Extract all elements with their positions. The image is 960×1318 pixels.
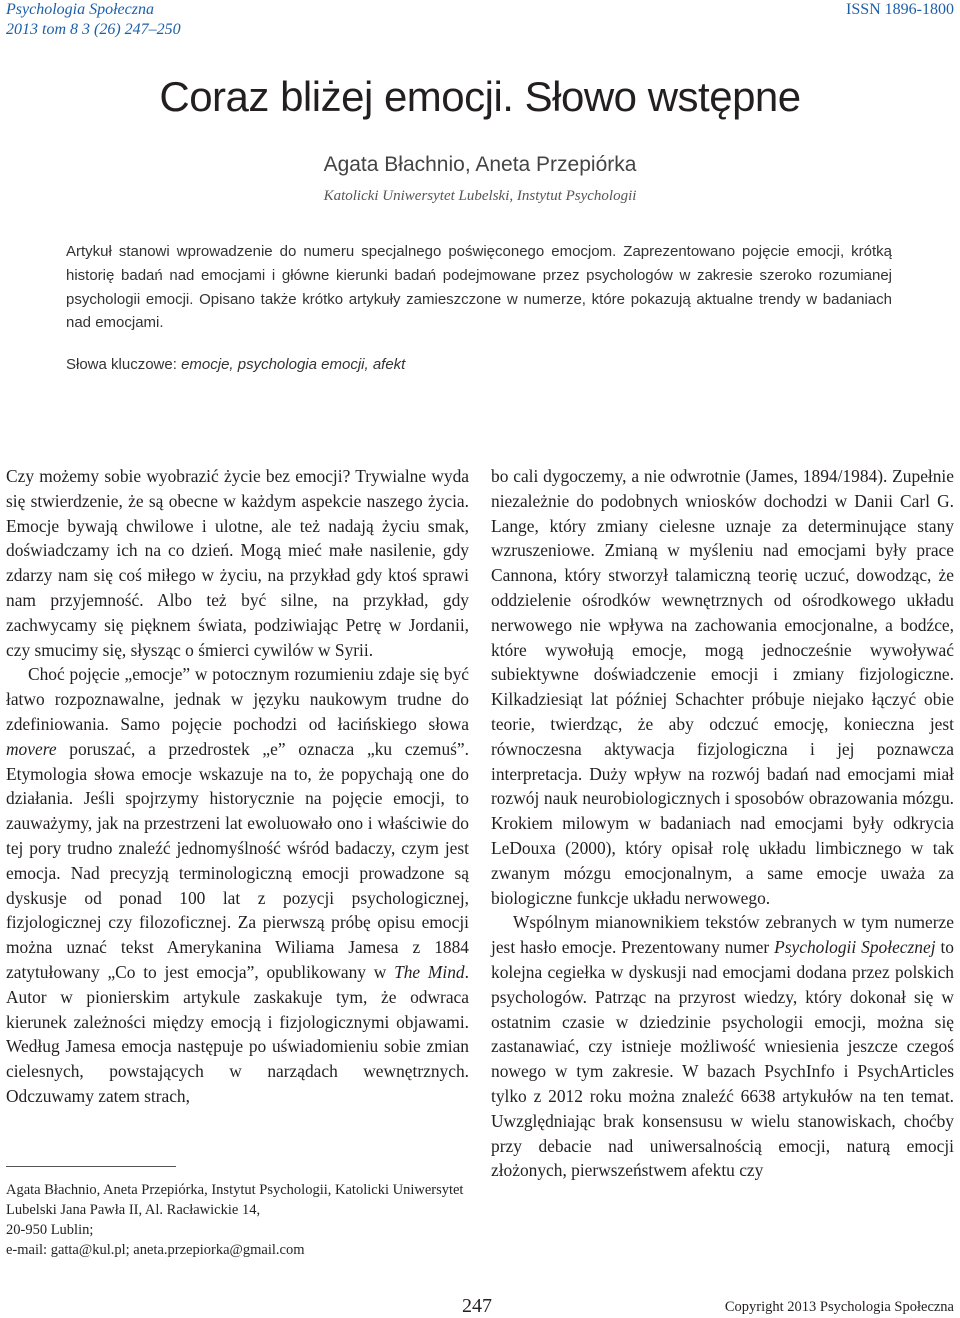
article-title: Coraz bliżej emocji. Słowo wstępne (159, 73, 801, 120)
keywords (66, 354, 892, 376)
paragraph (491, 910, 954, 1183)
italic-term: movere (6, 738, 57, 759)
copyright: Copyright 2013 Psychologia Społeczna (724, 1299, 954, 1315)
journal-issue: 2013 tom 8 3 (26) 247–250 (6, 21, 181, 38)
text-span: Choć pojęcie „emocje” w potocznym rozumieniu zdaje się być łatwo rozpoznawalne, jednak w języku naukowym trudne do zdefiniowania. Samo pojęcie pochodzi od łacińskiego słowa (6, 664, 469, 734)
footnote-address: Agata Błachnio, Aneta Przepiórka, Instytut Psychologii, Katolicki Uniwersytet Lubelski Jana Pawła II, Al. Racławickie 14, (6, 1182, 464, 1218)
keywords-label: Słowa kluczowe: (66, 356, 182, 373)
article-authors: Agata Błachnio, Aneta Przepiórka (323, 153, 637, 176)
paragraph: bo cali dygoczemy, a nie odwrotnie (James, 1894/1984). Zupełnie niezależnie do podobnych wniosków dochodzi w Danii Carl G. Lange, który zmiany cielesne uznaje za determinujące stany wzruszeniowe. Zmianą w myśleniu nad emocjami były prace Cannona, który stworzył talamiczną teorię uczuć, dowodząc, że oddzielenie ośrodków wewnętrznych od ośrodkowego układu nerwowego nie wpływa na zachowania emocjonalne, a bodźce, które wywołują emocje, mogą jednocześnie wywoływać subiektywne doświadczenie emocji i zmiany fizjologiczne. Kilkadziesiąt lat później Schachter próbuje niejako łączyć obie teorie, twierdząc, że aby odczuć emocję, konieczna jest równoczesna aktywacja fizjologiczna i jej poznawcza interpretacja. Duży wpływ na rozwój badań nad emocjami miał rozwój nauk neurobiologicznych i sposobów obrazowania mózgu. Krokiem milowym w badaniach nad emocjami były odkrycia LeDouxa (2000), który opisał rolę układu limbicznego w tak zwanym mózgu emocjonalnym, a same emocje uważa za biologiczne funkcje układu nerwowego. (491, 466, 954, 908)
body-column-right (491, 464, 954, 1183)
paragraph (6, 662, 469, 1108)
article-affiliation: Katolicki Uniwersytet Lubelski, Instytut Psychologii (323, 188, 637, 204)
footnote (6, 1180, 476, 1260)
text-span: poruszać, a przedrostek „e” oznacza „ku czemuś”. Etymologia słowa emocje wskazuje na to, że popychają one do działania. Jeśli spojrzymy historycznie na pojęcie emocji, to zauważymy, jak na przestrzeni lat ewoluowało ono i właściwie do tej pory trudno znaleźć jednomyślność wśród badaczy, czym jest emocja. Nad precyzją terminologiczną emocji prowadzone są dyskusje od ponad 100 lat z pozycji psychologicznej, fizjologicznej czy filozoficznej. Za pierwszą próbę opisu emocji można uznać tekst Amerykanina Wiliama Jamesa z 1884 zatytułowany „Co to jest emocja”, opublikowany w (6, 738, 469, 982)
paragraph: Czy możemy sobie wyobrazić życie bez emocji? Trywialne wyda się stwierdzenie, że są obecne w każdym aspekcie naszego życia. Emocje bywają chwilowe i ulotne, ale też nadają życiu smak, doświadczamy ich na co dzień. Mogą mieć małe nasilenie, gdy zdarzy nam się coś miłego w życiu, na przykład gdy ktoś sprawi nam przyjemność. Albo też być silne, na przykład, gdy zachwycamy się pięknem świata, podziwiając Petrę w Jordanii, czy smucimy się, słysząc o śmierci cywilów w Syrii. (6, 466, 469, 660)
keywords-list: emocje, psychologia emocji, afekt (181, 356, 406, 373)
italic-title: The Mind (394, 961, 465, 982)
abstract: Artykuł stanowi wprowadzenie do numeru specjalnego poświęconego emocjom. Zaprezentowano pojęcie emocji, krótką historię badań nad emocjami i główne kierunki badań podejmowane przez psychologów w zakresie szeroko rozumianej psychologii emocji. Opisano także krótko artykuły zamieszczone w numerze, które pokazują aktualne trendy w badaniach nad emocjami. (66, 243, 892, 332)
italic-journal: Psychologii Społecznej (774, 937, 936, 958)
footnote-email: e-mail: gatta@kul.pl; aneta.przepiorka@gmail.com (6, 1242, 305, 1258)
journal-name: Psychologia Społeczna (6, 1, 154, 18)
text-span: . Autor w pionierskim artykule zaskakuje tym, że odwraca kierunek zależności między emocją i fizjologicznymi objawami. Według Jamesa emocja następuje po uświadomieniu sobie zmian cielesnych, powstających w narządach wewnętrznych. Odczuwamy zatem strach, (6, 961, 469, 1106)
journal-header (6, 0, 181, 40)
page-number: 247 (462, 1295, 492, 1317)
body-column-left (6, 464, 469, 1109)
issn: ISSN 1896-1800 (845, 1, 954, 18)
text-span: Wspólnym mianownikiem tekstów zebranych w tym numerze jest hasło emocje. Prezentowany numer (491, 912, 954, 958)
text-span: to kolejna cegiełka w dyskusji nad emocjami dodana przez polskich psychologów. Patrząc na przyrost wiedzy, który dokonał się w ostatnim czasie w dziedzinie psychologii emocji, można się zastanawiać, czy istnieje możliwość wniesienia jeszcze czegoś nowego w tym zakresie. W bazach PsychInfo i PsychArticles tylko z 2012 roku można znaleźć 6638 artykułów na ten temat. Uwzględniając brak konsensusu w wielu stanowiskach, choćby przy debacie nad uniwersalnością emocji, naturą emocji złożonych, pierwszeństwem afektu czy (491, 937, 955, 1181)
footnote-rule (6, 1166, 176, 1167)
footnote-postal: 20-950 Lublin; (6, 1222, 94, 1238)
